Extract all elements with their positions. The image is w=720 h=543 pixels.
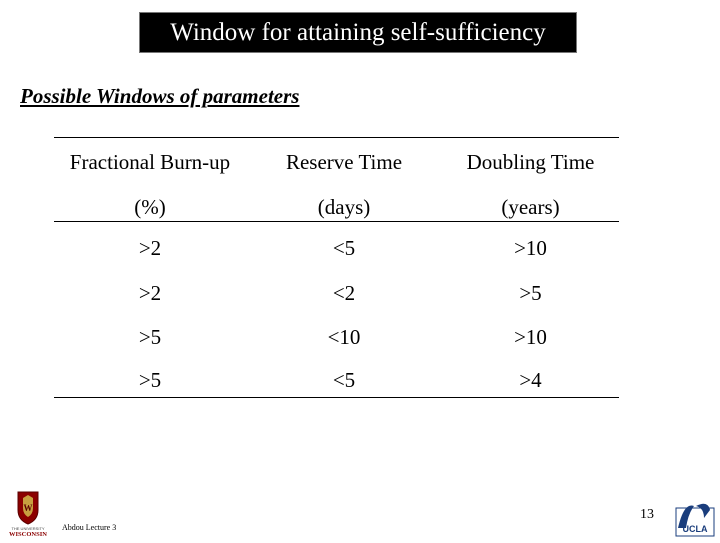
table-cell: >5 [519, 281, 542, 305]
header-unit-days: (days) [317, 195, 371, 219]
slide-title: Window for attaining self-sufficiency [170, 19, 546, 46]
table-cell: <10 [327, 325, 361, 349]
header-doubling-time: Doubling Time [466, 150, 595, 174]
slide-subtitle: Possible Windows of parameters [20, 84, 300, 108]
table-cell: <5 [332, 236, 356, 260]
svg-text:WISCONSIN: WISCONSIN [9, 531, 47, 538]
slide-title-box [139, 12, 577, 53]
table-cell: >10 [514, 236, 547, 260]
svg-text:W: W [23, 503, 33, 513]
table-cell: >2 [138, 281, 162, 305]
header-fractional-burnup: Fractional Burn-up [69, 150, 231, 174]
footer-lecture-label: Abdou Lecture 3 [62, 523, 117, 532]
table-cell: >2 [138, 236, 162, 260]
ucla-logo [674, 498, 716, 538]
table-bottom-rule [54, 397, 619, 398]
uw-wisconsin-crest-logo [4, 490, 52, 538]
page-number: 13 [640, 507, 654, 522]
table-top-rule [54, 137, 619, 138]
table-cell: >4 [519, 368, 542, 392]
svg-text:UCLA: UCLA [682, 524, 708, 534]
svg-text:THE UNIVERSITY: THE UNIVERSITY [11, 526, 45, 531]
header-unit-years: (years) [501, 195, 560, 219]
table-cell: <2 [332, 281, 356, 305]
table-cell: <5 [332, 368, 356, 392]
table-cell: >10 [514, 325, 547, 349]
header-unit-percent: (%) [134, 195, 166, 219]
table-cell: >5 [138, 368, 162, 392]
table-cell: >5 [138, 325, 162, 349]
header-reserve-time: Reserve Time [285, 150, 403, 174]
table-header-rule [54, 221, 619, 222]
